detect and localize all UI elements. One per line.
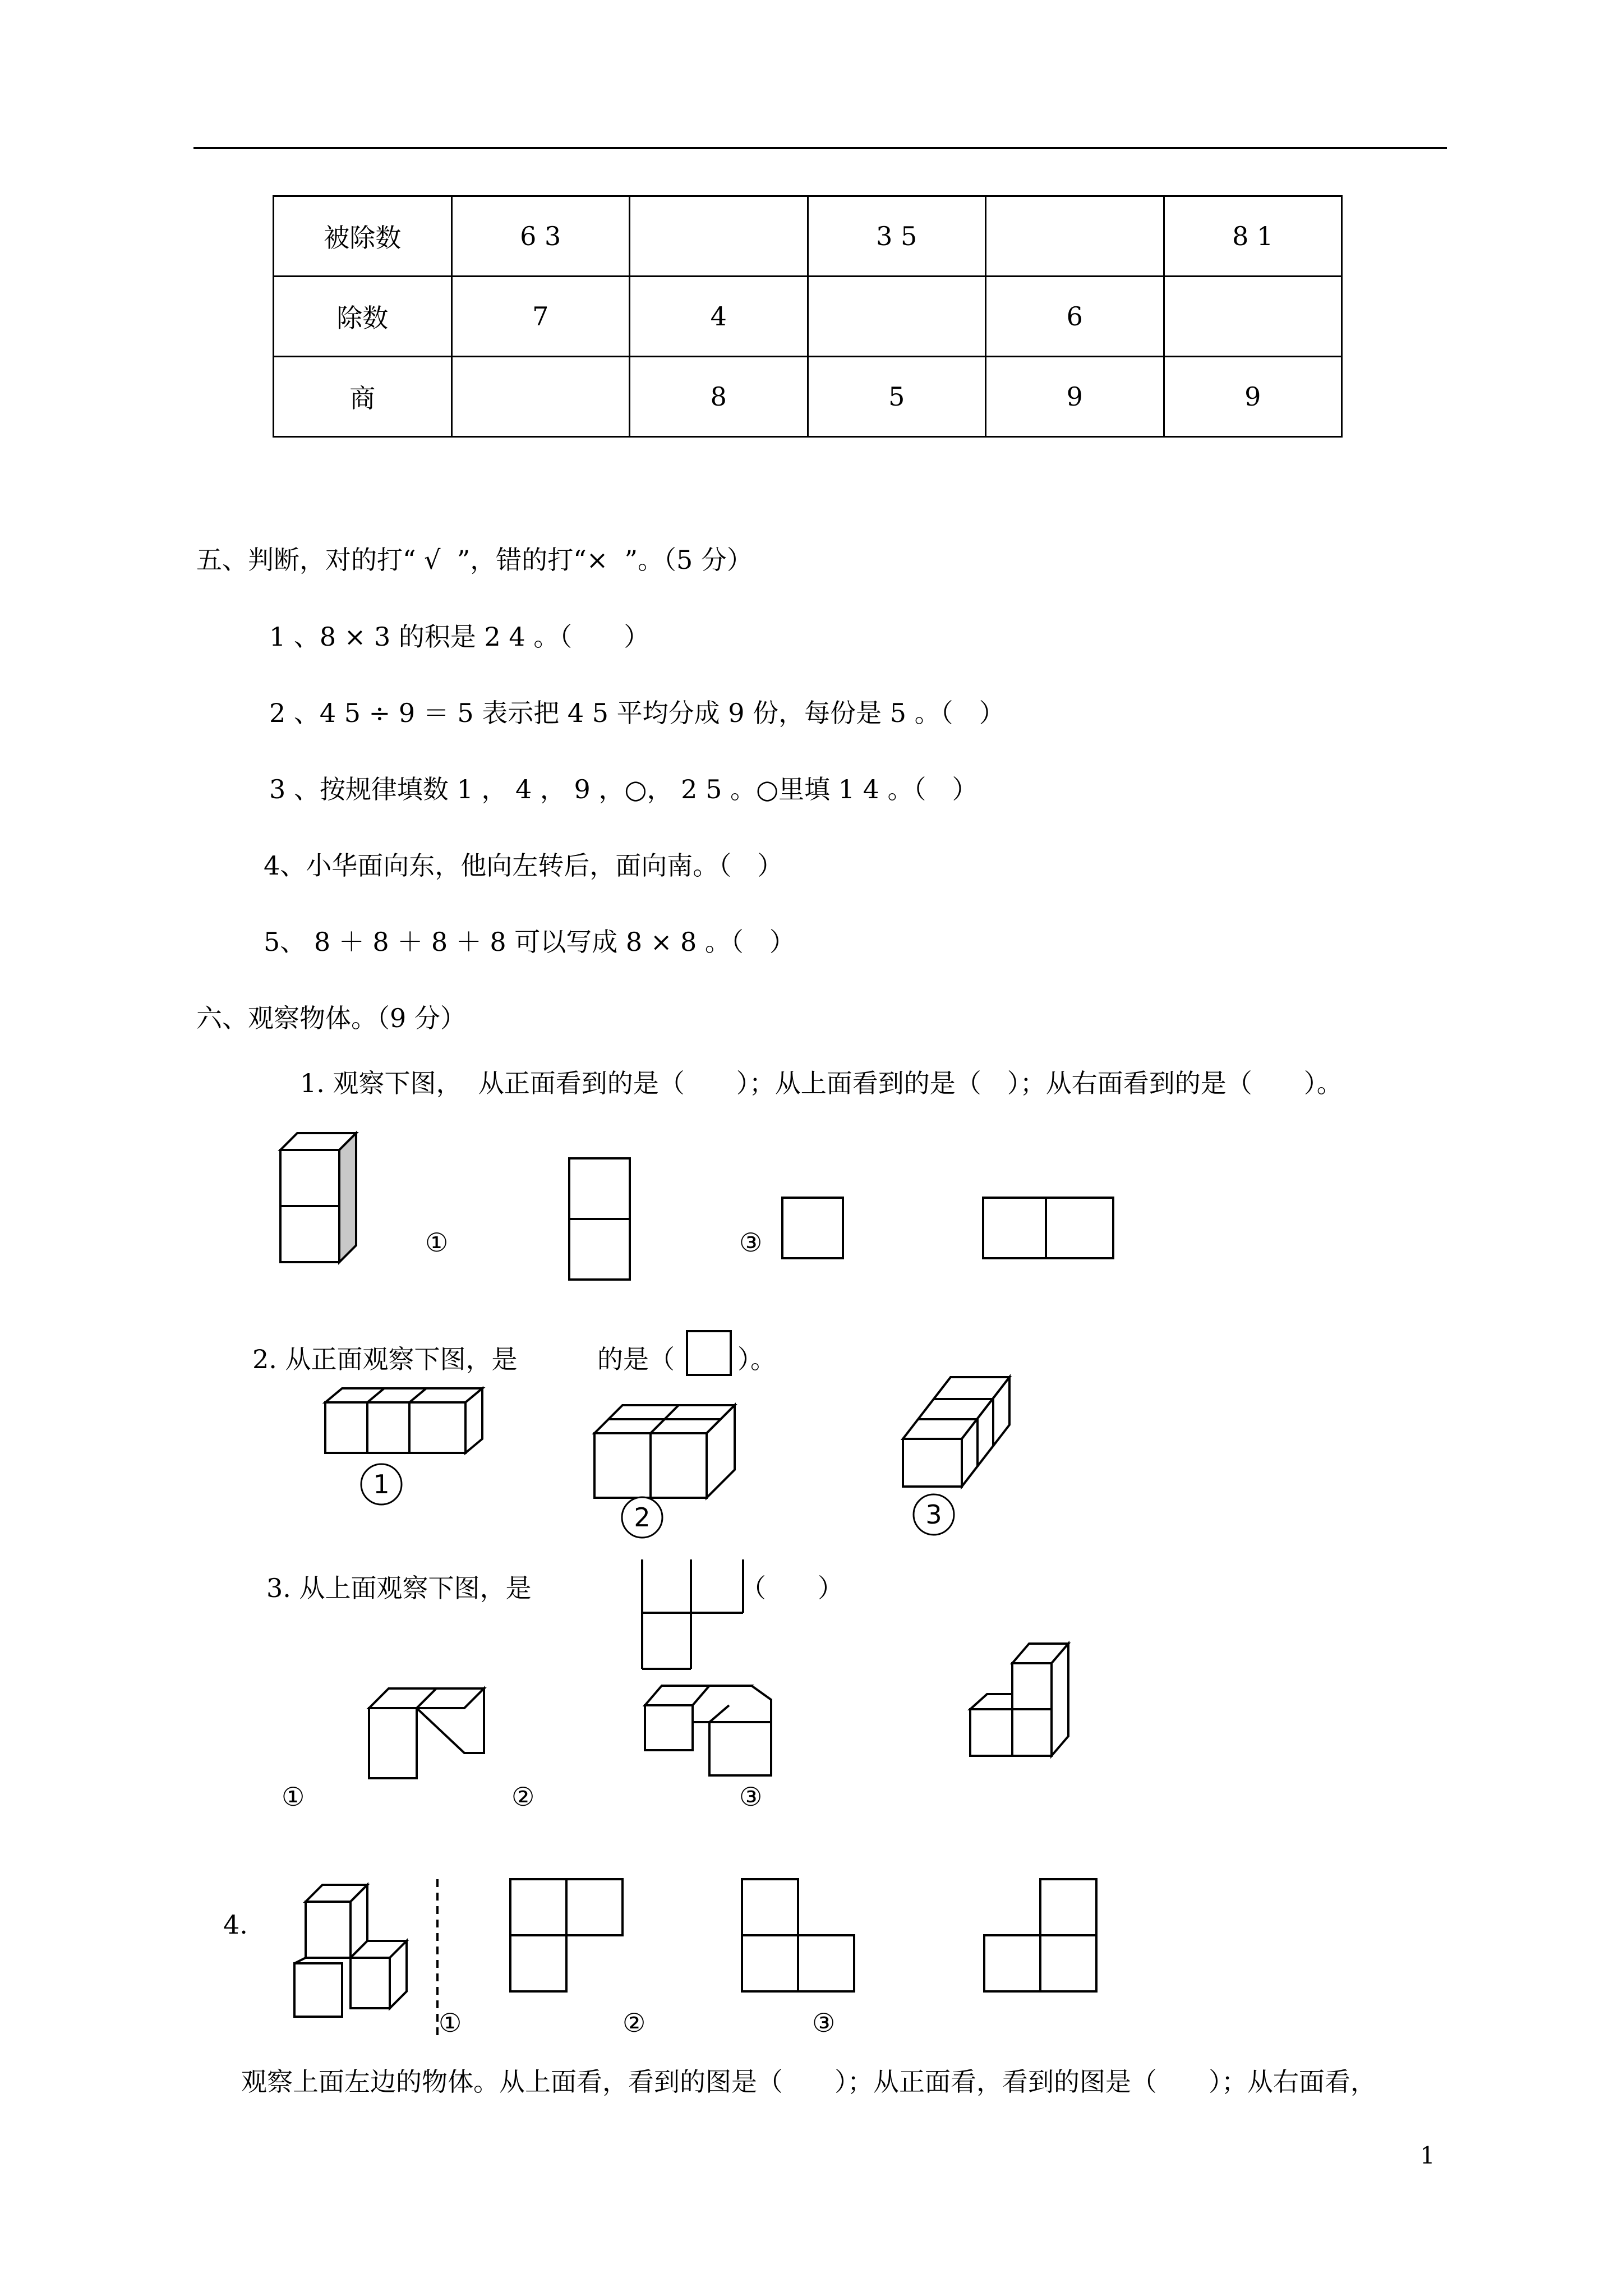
table-cell	[451, 357, 630, 437]
question2-text-end: ）。	[737, 1344, 776, 1374]
question2-text-mid: 的是（	[597, 1344, 675, 1374]
table-cell	[1164, 277, 1342, 357]
table-cell: 6 3	[451, 196, 630, 277]
q4-option-2-shape	[739, 1876, 857, 1994]
q1-option-single-square	[780, 1195, 852, 1268]
question4-text: 观察上面左边的物体。从上面看，看到的图是（ ）；从正面看，看到的图是（ ）；从右面看，	[241, 2067, 1376, 2097]
table-row	[274, 357, 1342, 437]
table-cell: 9	[986, 357, 1164, 437]
table-cell: 8	[630, 357, 808, 437]
table-row	[274, 277, 1342, 357]
table-cell: 9	[1164, 357, 1342, 437]
table-cell: 6	[986, 277, 1164, 357]
question3-text: 3. 从上面观察下图，是	[266, 1573, 532, 1603]
q3-option-label-3: ③	[739, 1782, 763, 1812]
header-rule	[193, 147, 1447, 149]
q2-label-text-2: 2	[634, 1502, 651, 1533]
q2-answer-square	[684, 1328, 735, 1379]
q3-figure-1	[363, 1686, 492, 1784]
table-cell: 4	[630, 277, 808, 357]
q2-circle-label-1	[359, 1462, 404, 1507]
section5-title: 五、判断，对的打“ √ ”，错的打“× ”。（5 分）	[196, 545, 753, 575]
q3-option-label-1: ①	[282, 1782, 305, 1812]
q2-label-text-3: 3	[925, 1499, 942, 1530]
table-cell	[808, 277, 986, 357]
q4-option-label-3: ③	[812, 2008, 836, 2038]
table-cell: 被除数	[274, 196, 452, 277]
question2-text: 2. 从正面观察下图，是	[252, 1344, 518, 1374]
division-table	[273, 195, 1343, 438]
table-cell: 5	[808, 357, 986, 437]
q4-object-figure	[292, 1879, 415, 2025]
table-cell: 除数	[274, 277, 452, 357]
page-number: 1	[1420, 2142, 1435, 2169]
q2-label-text-1: 1	[373, 1469, 390, 1499]
q2-figure-two-by-two-block	[589, 1402, 746, 1503]
q3-top-view-shape	[639, 1557, 751, 1674]
q2-circle-label-2	[620, 1495, 665, 1540]
judgement-item-4: 4、小华面向东，他向左转后，面向南。（ ）	[264, 850, 783, 881]
q4-option-1-shape	[508, 1876, 625, 1994]
question3-answer-paren: （ ）	[740, 1573, 843, 1603]
q3-figure-3	[965, 1641, 1077, 1764]
question1-text: 1. 观察下图， 从正面看到的是（ ）；从上面看到的是（ ）；从右面看到的是（ ）。	[300, 1068, 1343, 1098]
q1-option-label-1: ①	[425, 1227, 449, 1258]
q1-option-two-squares-vertical	[564, 1153, 637, 1287]
q2-circle-label-3	[911, 1492, 956, 1537]
q4-option-label-2: ②	[623, 2008, 646, 2038]
section6-title: 六、观察物体。（9 分）	[196, 1003, 466, 1033]
table-cell	[986, 196, 1164, 277]
table-cell: 商	[274, 357, 452, 437]
judgement-item-1: 1 、8 × 3 的积是 2 4 。（ ）	[269, 622, 650, 652]
table-cell: 8 1	[1164, 196, 1342, 277]
q1-option-label-3: ③	[739, 1227, 763, 1258]
table-cell: 3 5	[808, 196, 986, 277]
judgement-item-2: 2 、4 5 ÷ 9 ＝ 5 表示把 4 5 平均分成 9 份，每份是 5 。（ ）	[269, 698, 1005, 728]
judgement-item-3: 3 、按规律填数 1 ， 4 ， 9 ，○， 2 5 。○里填 1 4 。（ ）	[269, 774, 978, 804]
table-cell	[630, 196, 808, 277]
q3-option-label-2: ②	[511, 1782, 535, 1812]
q1-option-two-squares-horizontal	[980, 1195, 1121, 1268]
q2-figure-row-of-three-cubes	[320, 1386, 488, 1458]
question4-number: 4.	[223, 1910, 248, 1940]
q1-stacked-cubes-figure	[269, 1133, 370, 1285]
judgement-item-5: 5、 8 ＋ 8 ＋ 8 ＋ 8 可以写成 8 × 8 。（ ）	[264, 927, 795, 957]
q4-option-label-1: ①	[439, 2008, 462, 2038]
q3-figure-2	[639, 1683, 774, 1781]
table-cell: 7	[451, 277, 630, 357]
table-row	[274, 196, 1342, 277]
q2-figure-depth-row-of-cubes	[897, 1374, 1026, 1498]
q4-option-3-shape	[981, 1876, 1099, 1994]
